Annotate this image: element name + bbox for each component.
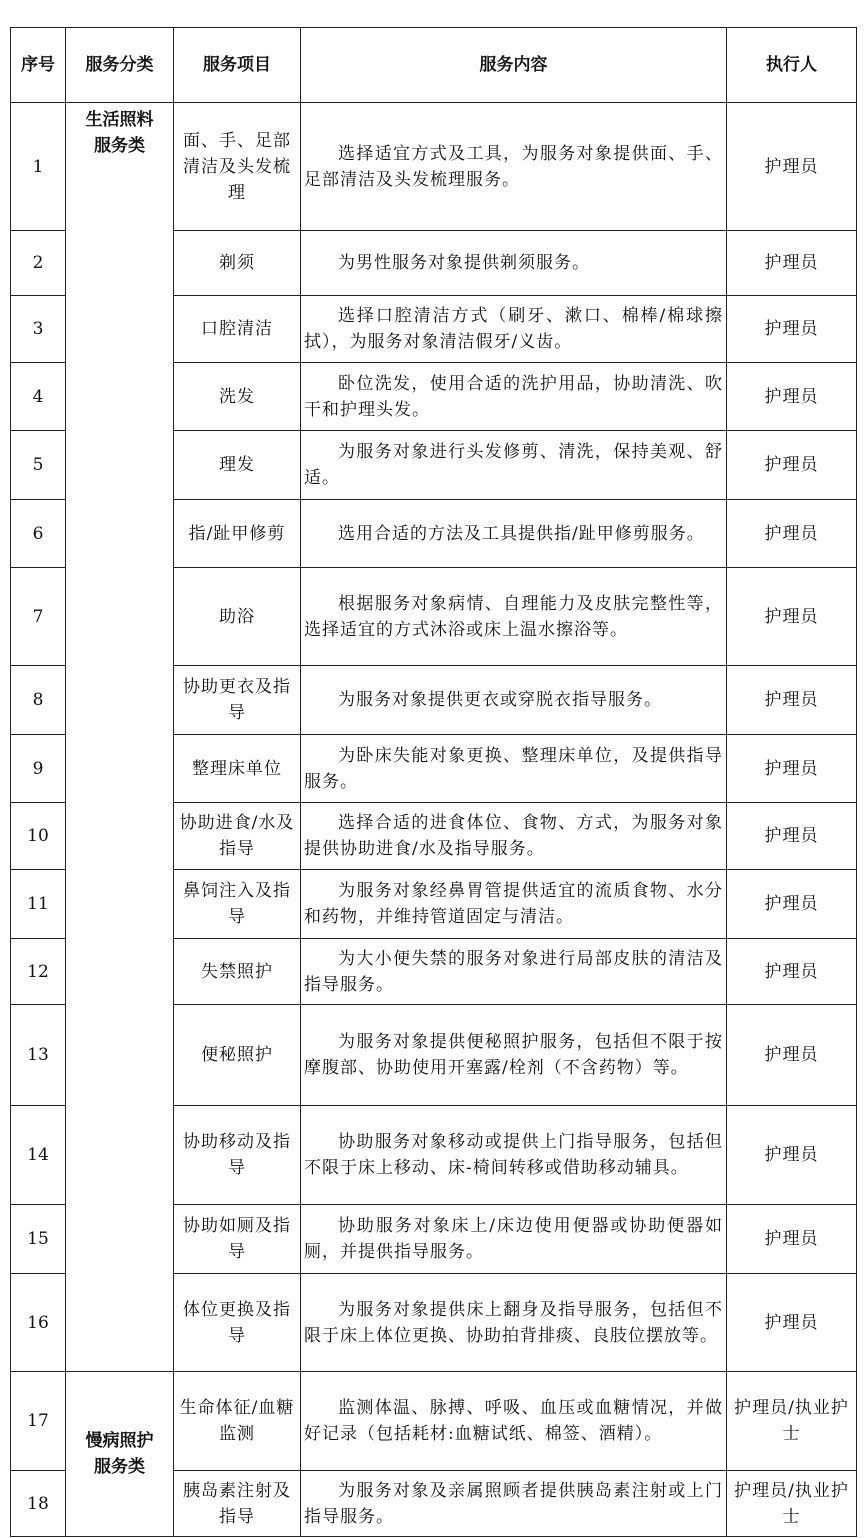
row-content-text: 选用合适的方法及工具提供指/趾甲修剪服务。	[338, 523, 705, 544]
row-item: 剃须	[174, 231, 301, 296]
row-content-text: 协助服务对象移动或提供上门指导服务，包括但不限于床上移动、床-椅间转移或借助移动辅具。	[304, 1132, 723, 1178]
row-content-text: 监测体温、脉搏、呼吸、血压或血糖情况，并做好记录（包括耗材:血糖试纸、棉签、酒精）。	[304, 1398, 723, 1444]
row-content-text: 为大小便失禁的服务对象进行局部皮肤的清洁及指导服务。	[304, 948, 723, 995]
row-content-text: 为服务对象提供床上翻身及指导服务，包括但不限于床上体位更换、协助拍背排痰、良肢位摆放等。	[304, 1299, 723, 1346]
row-item: 胰岛素注射及指导	[174, 1471, 301, 1537]
row-no: 15	[11, 1205, 66, 1274]
row-no: 5	[11, 431, 66, 500]
row-content	[301, 939, 727, 1005]
row-item: 生命体征/血糖监测	[174, 1372, 301, 1471]
row-content-text: 选择口腔清洁方式（刷牙、漱口、棉棒/棉球擦拭），为服务对象清洁假牙/义齿。	[304, 306, 723, 352]
row-executor: 护理员	[727, 568, 857, 666]
row-item: 口腔清洁	[174, 296, 301, 363]
row-content-text: 为服务对象经鼻胃管提供适宜的流质食物、水分和药物，并维持管道固定与清洁。	[304, 881, 723, 927]
row-no: 13	[11, 1005, 66, 1106]
row-content	[301, 1372, 727, 1471]
row-executor: 护理员	[727, 666, 857, 735]
row-executor: 护理员	[727, 1005, 857, 1106]
header-executor: 执行人	[727, 28, 857, 103]
table-row	[11, 103, 857, 231]
row-item: 协助更衣及指导	[174, 666, 301, 735]
row-executor: 护理员	[727, 870, 857, 939]
row-content-text: 为服务对象提供更衣或穿脱衣指导服务。	[338, 690, 662, 710]
row-content	[301, 568, 727, 666]
category-label-line: 慢病照护	[85, 1431, 154, 1451]
row-executor: 护理员	[727, 500, 857, 568]
row-content-text: 卧位洗发，使用合适的洗护用品，协助清洗、吹干和护理头发。	[304, 373, 723, 420]
row-no: 6	[11, 500, 66, 568]
row-item: 指/趾甲修剪	[174, 500, 301, 568]
row-content	[301, 1205, 727, 1274]
row-no: 11	[11, 870, 66, 939]
row-item: 协助如厕及指导	[174, 1205, 301, 1274]
row-no: 12	[11, 939, 66, 1005]
row-no: 1	[11, 103, 66, 231]
category-label-line: 生活照料	[85, 110, 154, 130]
category-label-line: 服务类	[94, 136, 145, 156]
row-no: 10	[11, 803, 66, 870]
row-executor: 护理员	[727, 363, 857, 431]
row-content-text: 为卧床失能对象更换、整理床单位，及提供指导服务。	[304, 745, 723, 792]
row-executor: 护理员	[727, 431, 857, 500]
row-executor: 护理员/执业护士	[727, 1372, 857, 1471]
row-content	[301, 431, 727, 500]
row-item: 洗发	[174, 363, 301, 431]
header-content: 服务内容	[301, 28, 727, 103]
row-content	[301, 1471, 727, 1537]
row-executor: 护理员/执业护士	[727, 1471, 857, 1537]
row-executor: 护理员	[727, 1106, 857, 1205]
row-item: 助浴	[174, 568, 301, 666]
header-no: 序号	[11, 28, 66, 103]
category-daily-care	[66, 103, 174, 1372]
row-content	[301, 1106, 727, 1205]
header-category: 服务分类	[66, 28, 174, 103]
row-content-text: 选择合适的进食体位、食物、方式，为服务对象提供协助进食/水及指导服务。	[304, 813, 723, 859]
row-content-text: 选择适宜方式及工具，为服务对象提供面、手、足部清洁及头发梳理服务。	[304, 143, 723, 190]
row-executor: 护理员	[727, 1274, 857, 1372]
row-executor: 护理员	[727, 296, 857, 363]
row-content-text: 根据服务对象病情、自理能力及皮肤完整性等，选择适宜的方式沐浴或床上温水擦浴等。	[304, 593, 723, 640]
row-content	[301, 103, 727, 231]
row-item: 协助移动及指导	[174, 1106, 301, 1205]
row-content-text: 为男性服务对象提供剃须服务。	[338, 253, 590, 273]
row-executor: 护理员	[727, 231, 857, 296]
row-content-text: 为服务对象及亲属照顾者提供胰岛素注射或上门指导服务。	[304, 1480, 723, 1527]
row-no: 14	[11, 1106, 66, 1205]
header-row	[11, 28, 857, 103]
row-no: 2	[11, 231, 66, 296]
header-item: 服务项目	[174, 28, 301, 103]
service-table	[10, 27, 857, 1537]
row-executor: 护理员	[727, 803, 857, 870]
row-content	[301, 231, 727, 296]
row-content	[301, 500, 727, 568]
row-item: 面、手、足部清洁及头发梳理	[174, 103, 301, 231]
row-executor: 护理员	[727, 103, 857, 231]
row-item: 鼻饲注入及指导	[174, 870, 301, 939]
row-content	[301, 803, 727, 870]
row-executor: 护理员	[727, 1205, 857, 1274]
row-item: 协助进食/水及指导	[174, 803, 301, 870]
row-no: 8	[11, 666, 66, 735]
row-no: 16	[11, 1274, 66, 1372]
row-no: 9	[11, 735, 66, 803]
row-item: 理发	[174, 431, 301, 500]
row-item: 整理床单位	[174, 735, 301, 803]
row-no: 17	[11, 1372, 66, 1471]
table-row	[11, 1372, 857, 1471]
row-content	[301, 296, 727, 363]
row-no: 18	[11, 1471, 66, 1537]
row-content	[301, 870, 727, 939]
row-content	[301, 1274, 727, 1372]
row-item: 体位更换及指导	[174, 1274, 301, 1372]
row-content-text: 为服务对象进行头发修剪、清洗，保持美观、舒适。	[304, 442, 723, 488]
row-no: 7	[11, 568, 66, 666]
row-content	[301, 735, 727, 803]
category-label-line: 服务类	[94, 1457, 145, 1477]
row-item: 失禁照护	[174, 939, 301, 1005]
row-content-text: 为服务对象提供便秘照护服务，包括但不限于按摩腹部、协助使用开塞露/栓剂（不含药物）等。	[304, 1032, 723, 1078]
category-chronic-care	[66, 1372, 174, 1537]
row-no: 4	[11, 363, 66, 431]
row-content	[301, 666, 727, 735]
row-item: 便秘照护	[174, 1005, 301, 1106]
row-executor: 护理员	[727, 735, 857, 803]
row-content-text: 协助服务对象床上/床边使用便器或协助便器如厕，并提供指导服务。	[304, 1216, 723, 1262]
row-content	[301, 363, 727, 431]
row-no: 3	[11, 296, 66, 363]
row-content	[301, 1005, 727, 1106]
row-executor: 护理员	[727, 939, 857, 1005]
